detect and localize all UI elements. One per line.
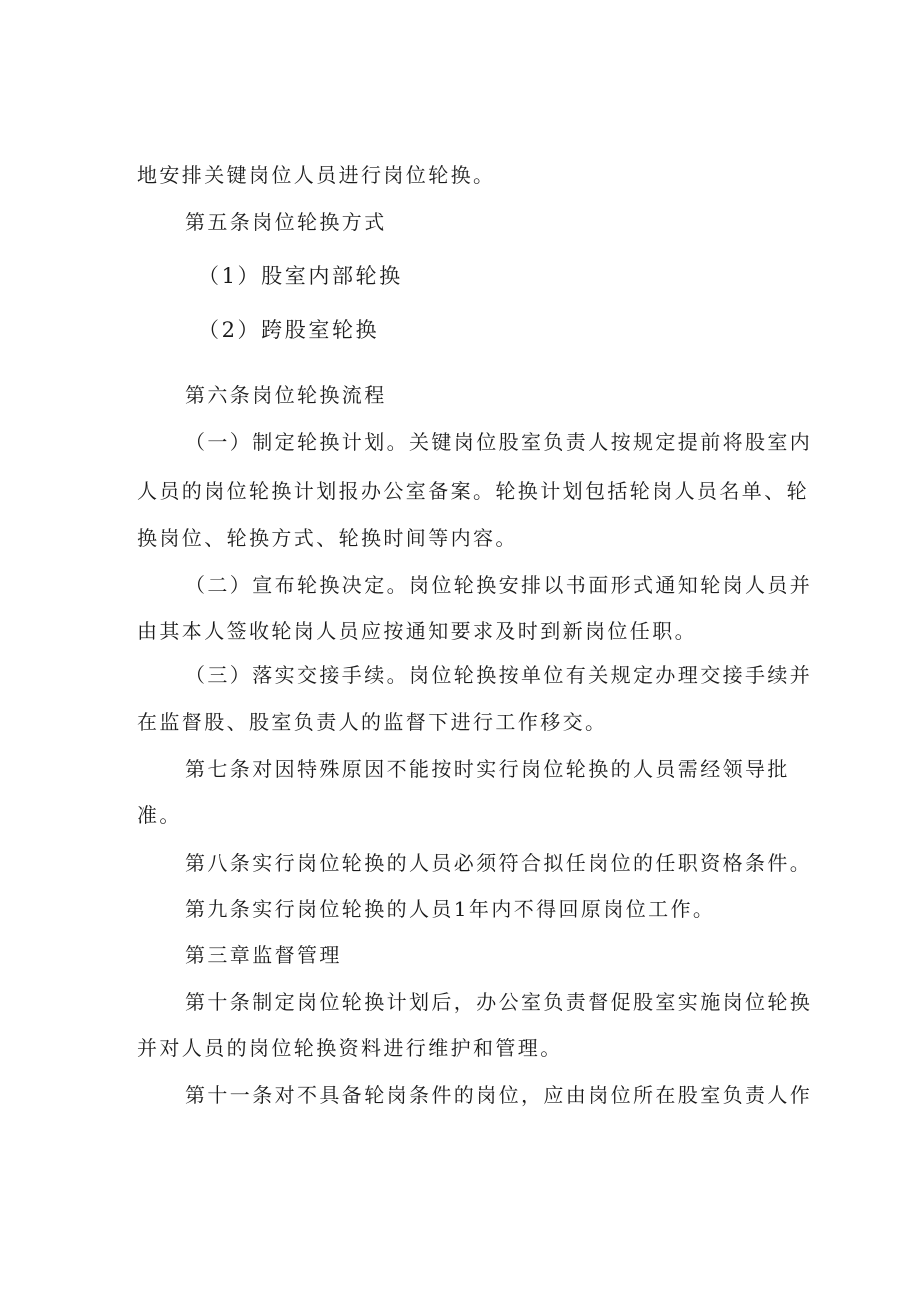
paragraph-line: 第八条实行岗位轮换的人员必须符合拟任岗位的任职资格条件。 (185, 851, 813, 875)
paragraph-line: 换岗位、轮换方式、轮换时间等内容。 (137, 526, 518, 550)
list-item: （1）股室内部轮换 (198, 264, 403, 288)
paragraph-line: （一）制定轮换计划。关键岗位股室负责人按规定提前将股室内 (185, 430, 813, 454)
paragraph-line: 地安排关键岗位人员进行岗位轮换。 (137, 163, 496, 187)
list-item: （2）跨股室轮换 (198, 318, 380, 342)
article-heading: 第五条岗位轮换方式 (185, 210, 387, 234)
chapter-heading: 第三章监督管理 (185, 943, 342, 967)
article-heading: 第六条岗位轮换流程 (185, 383, 387, 407)
paragraph-line: 第十条制定岗位轮换计划后，办公室负责督促股室实施岗位轮换 (185, 990, 813, 1014)
paragraph-line: 人员的岗位轮换计划报办公室备案。轮换计划包括轮岗人员名单、轮 (137, 479, 809, 503)
paragraph-line: 由其本人签收轮岗人员应按通知要求及时到新岗位任职。 (137, 619, 697, 643)
paragraph-line: 第九条实行岗位轮换的人员1年内不得回原岗位工作。 (185, 897, 716, 921)
paragraph-line: 第七条对因特殊原因不能按时实行岗位轮换的人员需经领导批 (185, 757, 790, 781)
paragraph-line: 并对人员的岗位轮换资料进行维护和管理。 (137, 1036, 563, 1060)
paragraph-line: （二）宣布轮换决定。岗位轮换安排以书面形式通知轮岗人员并 (185, 573, 813, 597)
paragraph-line: （三）落实交接手续。岗位轮换按单位有关规定办理交接手续并 (185, 663, 813, 687)
paragraph-line: 在监督股、股室负责人的监督下进行工作移交。 (137, 710, 608, 734)
paragraph-line: 准。 (137, 803, 182, 827)
paragraph-line: 第十一条对不具备轮岗条件的岗位，应由岗位所在股室负责人作 (185, 1083, 813, 1107)
